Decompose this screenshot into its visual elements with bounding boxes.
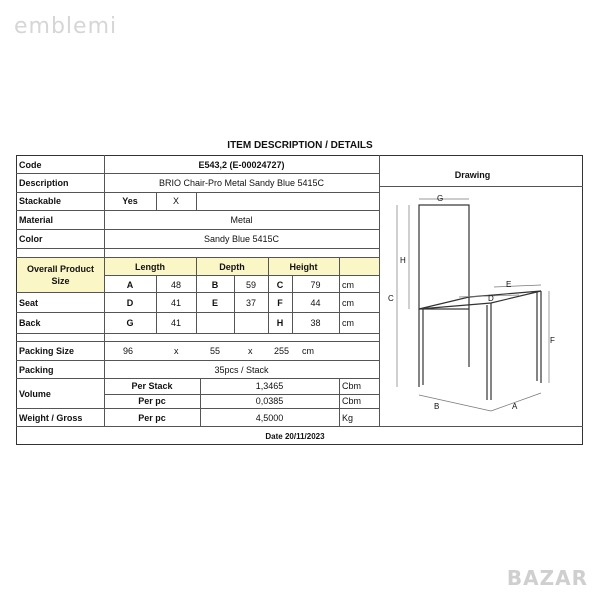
drawing-title: Drawing [454, 170, 491, 180]
dim-h-value: 38 [310, 318, 321, 328]
grid-line [16, 173, 379, 174]
packing-size-label: Packing Size [19, 346, 75, 356]
grid-line [16, 292, 379, 293]
material-value: Metal [230, 215, 253, 225]
volume-per-stack-label: Per Stack [131, 381, 173, 391]
volume-stack-unit: Cbm [342, 381, 362, 391]
grid-line [339, 378, 340, 426]
description-label: Description [19, 178, 69, 188]
grid-line [196, 192, 197, 210]
stackable-label: Stackable [19, 196, 62, 206]
volume-per-stack-value: 1,3465 [255, 381, 284, 391]
dim-e-letter: E [211, 298, 218, 308]
grid-line [16, 312, 379, 313]
dim-d-value: 41 [170, 298, 181, 308]
grid-line [339, 258, 340, 333]
overall-size-label-line2: Size [51, 276, 70, 286]
weight-value: 4,5000 [255, 413, 284, 423]
dim-a-letter: A [126, 280, 134, 290]
grid-line [16, 341, 379, 342]
dim-f-letter: F [277, 298, 283, 308]
volume-per-pc-value: 0,0385 [255, 396, 284, 406]
dim-g-letter: G [126, 318, 134, 328]
overall-size-label: Overall Product [26, 264, 95, 274]
seat-unit: cm [342, 298, 354, 308]
stackable-mark: X [172, 196, 179, 206]
dim-e-value: 37 [245, 298, 256, 308]
dim-a-value: 48 [170, 280, 181, 290]
chair-drawing [379, 187, 583, 425]
drawing-label-e: E [506, 280, 512, 289]
packing-value: 35pcs / Stack [214, 365, 269, 375]
dim-g-value: 41 [170, 318, 181, 328]
drawing-label-g: G [437, 194, 444, 203]
weight-label: Weight / Gross [19, 413, 83, 423]
volume-label: Volume [19, 389, 51, 399]
color-value: Sandy Blue 5415C [203, 234, 280, 244]
length-header: Length [135, 262, 165, 272]
dim-d-letter: D [126, 298, 134, 308]
seat-label: Seat [19, 298, 39, 308]
weight-unit: Kg [342, 413, 354, 423]
grid-line [16, 210, 379, 211]
back-unit: cm [342, 318, 354, 328]
volume-per-pc-label: Per pc [138, 396, 166, 406]
packing-size-x2: x [248, 346, 253, 356]
weight-per-pc-label: Per pc [138, 413, 166, 423]
stackable-yes: Yes [122, 196, 138, 206]
material-label: Material [19, 215, 54, 225]
packing-size-unit: cm [302, 346, 314, 356]
packing-label: Packing [19, 365, 54, 375]
back-label: Back [19, 318, 41, 328]
dim-h-letter: H [276, 318, 284, 328]
grid-line [16, 333, 379, 334]
grid-line [16, 408, 379, 409]
drawing-label-c: C [388, 294, 394, 303]
grid-line [16, 229, 379, 230]
drawing-label-a: A [512, 402, 518, 411]
grid-line [16, 360, 379, 361]
code-label: Code [19, 160, 42, 170]
drawing-label-d: D [488, 294, 494, 303]
dim-b-letter: B [211, 280, 219, 290]
grid-line [16, 426, 583, 427]
dim-b-value: 59 [245, 280, 256, 290]
grid-line [16, 192, 379, 193]
chair-backrest [419, 205, 469, 309]
grid-line [16, 257, 379, 258]
sheet-title: ITEM DESCRIPTION / DETAILS [227, 140, 373, 151]
document-date: Date 20/11/2023 [265, 432, 325, 441]
grid-line [16, 378, 379, 379]
chair-seat [419, 291, 541, 309]
drawing-label-f: F [550, 336, 555, 345]
overall-unit: cm [342, 280, 354, 290]
dim-f-value: 44 [310, 298, 321, 308]
grid-line [16, 248, 379, 249]
packing-size-v1: 96 [123, 346, 134, 356]
packing-size-x1: x [174, 346, 179, 356]
drawing-label-h: H [400, 256, 406, 265]
dim-c-letter: C [276, 280, 284, 290]
dim-c-value: 79 [310, 280, 321, 290]
brand-watermark: emblemi [14, 14, 118, 39]
depth-header: Depth [219, 262, 245, 272]
color-label: Color [19, 234, 43, 244]
volume-pc-unit: Cbm [342, 396, 362, 406]
grid-line [104, 394, 379, 395]
drawing-label-b: B [434, 402, 440, 411]
height-header: Height [289, 262, 318, 272]
bazar-watermark: BAZAR [506, 566, 588, 590]
description-value: BRIO Chair-Pro Metal Sandy Blue 5415C [158, 178, 325, 188]
code-value: E543,2 (E-00024727) [198, 160, 285, 170]
packing-size-v3: 255 [274, 346, 290, 356]
grid-line [104, 275, 379, 276]
packing-size-v2: 55 [210, 346, 221, 356]
